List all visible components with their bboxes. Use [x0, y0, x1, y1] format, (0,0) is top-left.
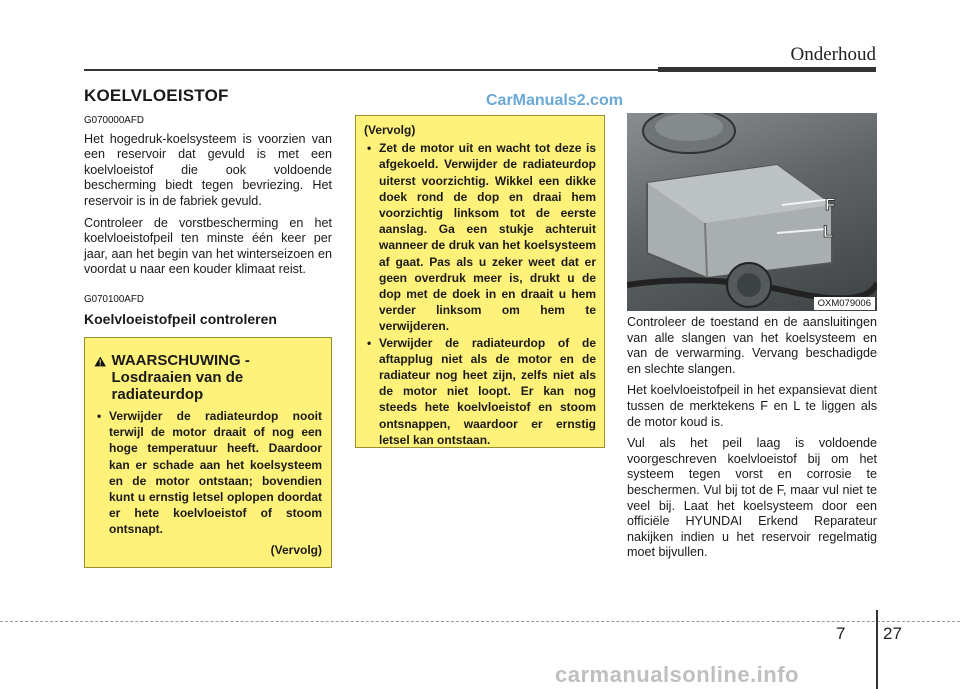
left-column	[84, 113, 332, 327]
warning-bullet: • Verwijder de radiateurdop nooit terwijl de motor draait of nog een hoge temperatuur heeft. Daardoor kan er schade aan het koelsysteem en de motor ontstaan; bovendien kunt u ernstig letsel oplopen doordat er hete koelvloeistof of stoom ontsnapt.	[94, 408, 322, 538]
chapter-number: 7	[836, 624, 846, 643]
warning-continued: (Vervolg)	[270, 542, 322, 557]
right-column	[627, 315, 877, 567]
level-paragraph: Het koelvloeistofpeil in het expansievat dient tussen de merktekens F en L te liggen als de motor koud is.	[627, 383, 877, 429]
watermark-carmanualsonline: carmanualsonline.info	[555, 662, 799, 687]
mark-l-label: L	[823, 222, 834, 241]
caution-bullet-1: • Zet de motor uit en wacht tot deze is afgekoeld. Verwijder de radiateurdop uiterst voorzichtig. Wikkel een dikke doek rond de dop en draai hem voorzichtig linksom tot de eerste aanslag. Ga een stukje achteruit wanneer de druk van het koelsysteem af gaat. Pas als u zeker weet dat er geen overdruk meer is, drukt u de dop met de doek in en draait u hem verder linksom om hem te verwijderen.	[364, 140, 596, 334]
watermark-carmanuals: CarManuals2.com	[486, 92, 623, 109]
figure-code: OXM079006	[814, 297, 875, 310]
warning-triangle-icon	[94, 352, 107, 371]
frost-paragraph: Controleer de vorstbescherming en het koelvloeistofpeil ten minste één keer per jaar, aan het begin van het winterseizoen en voordat u naar een kouder klimaat reist.	[84, 215, 332, 277]
section-title: KOELVLOEISTOF	[84, 86, 229, 105]
continued-warning-box	[355, 115, 605, 448]
refill-paragraph: Vul als het peil laag is voldoende voorgeschreven koelvloeistof bij om het systeem tegen vorst en corrosie te beschermen. Vul bij tot de F, maar vul niet te veel bij. Laat het koelsysteem door een officiële HYUNDAI Erkend Reparateur nakijken indien u het reservoir regelmatig moet bijvullen.	[627, 436, 877, 560]
mark-f-label: F	[825, 195, 836, 214]
section-code: G070000AFD	[84, 115, 144, 126]
subsection-heading: Koelvloeistofpeil controleren	[84, 310, 277, 327]
coolant-reservoir-photo	[627, 113, 877, 311]
engine-bay-illustration	[627, 113, 877, 311]
header-section-title: Onderhoud	[790, 44, 876, 65]
caution-bullet-2: • Verwijder de radiateurdop of de aftapplug niet als de motor en de radiateur nog heet zijn, zelfs niet als de motor niet loopt. Er kan nog steeds hete koelvloeistof en stoom ontsnappen, waardoor er ernstig letsel kan ontstaan.	[364, 335, 596, 448]
footer-separator	[876, 610, 878, 689]
intro-paragraph: Het hogedruk-koelsysteem is voorzien van een reservoir dat gevuld is met een koelvloeistof die ook voldoende bescherming biedt tegen bevriezing. Het reservoir is in de fabriek gevuld.	[84, 131, 332, 208]
header-rule-accent	[658, 67, 876, 72]
continued-label: (Vervolg)	[364, 123, 416, 137]
warning-box	[84, 337, 332, 568]
page-number: 27	[883, 624, 902, 643]
warning-title: WAARSCHUWING - Losdraaien van de radiateurdop	[111, 352, 250, 403]
subsection-code: G070100AFD	[84, 293, 144, 305]
footer-rule	[0, 621, 960, 622]
hose-paragraph: Controleer de toestand en de aansluitingen van alle slangen van het koelsysteem en van de verwarming. Vervang beschadigde en slechte slangen.	[627, 315, 877, 376]
